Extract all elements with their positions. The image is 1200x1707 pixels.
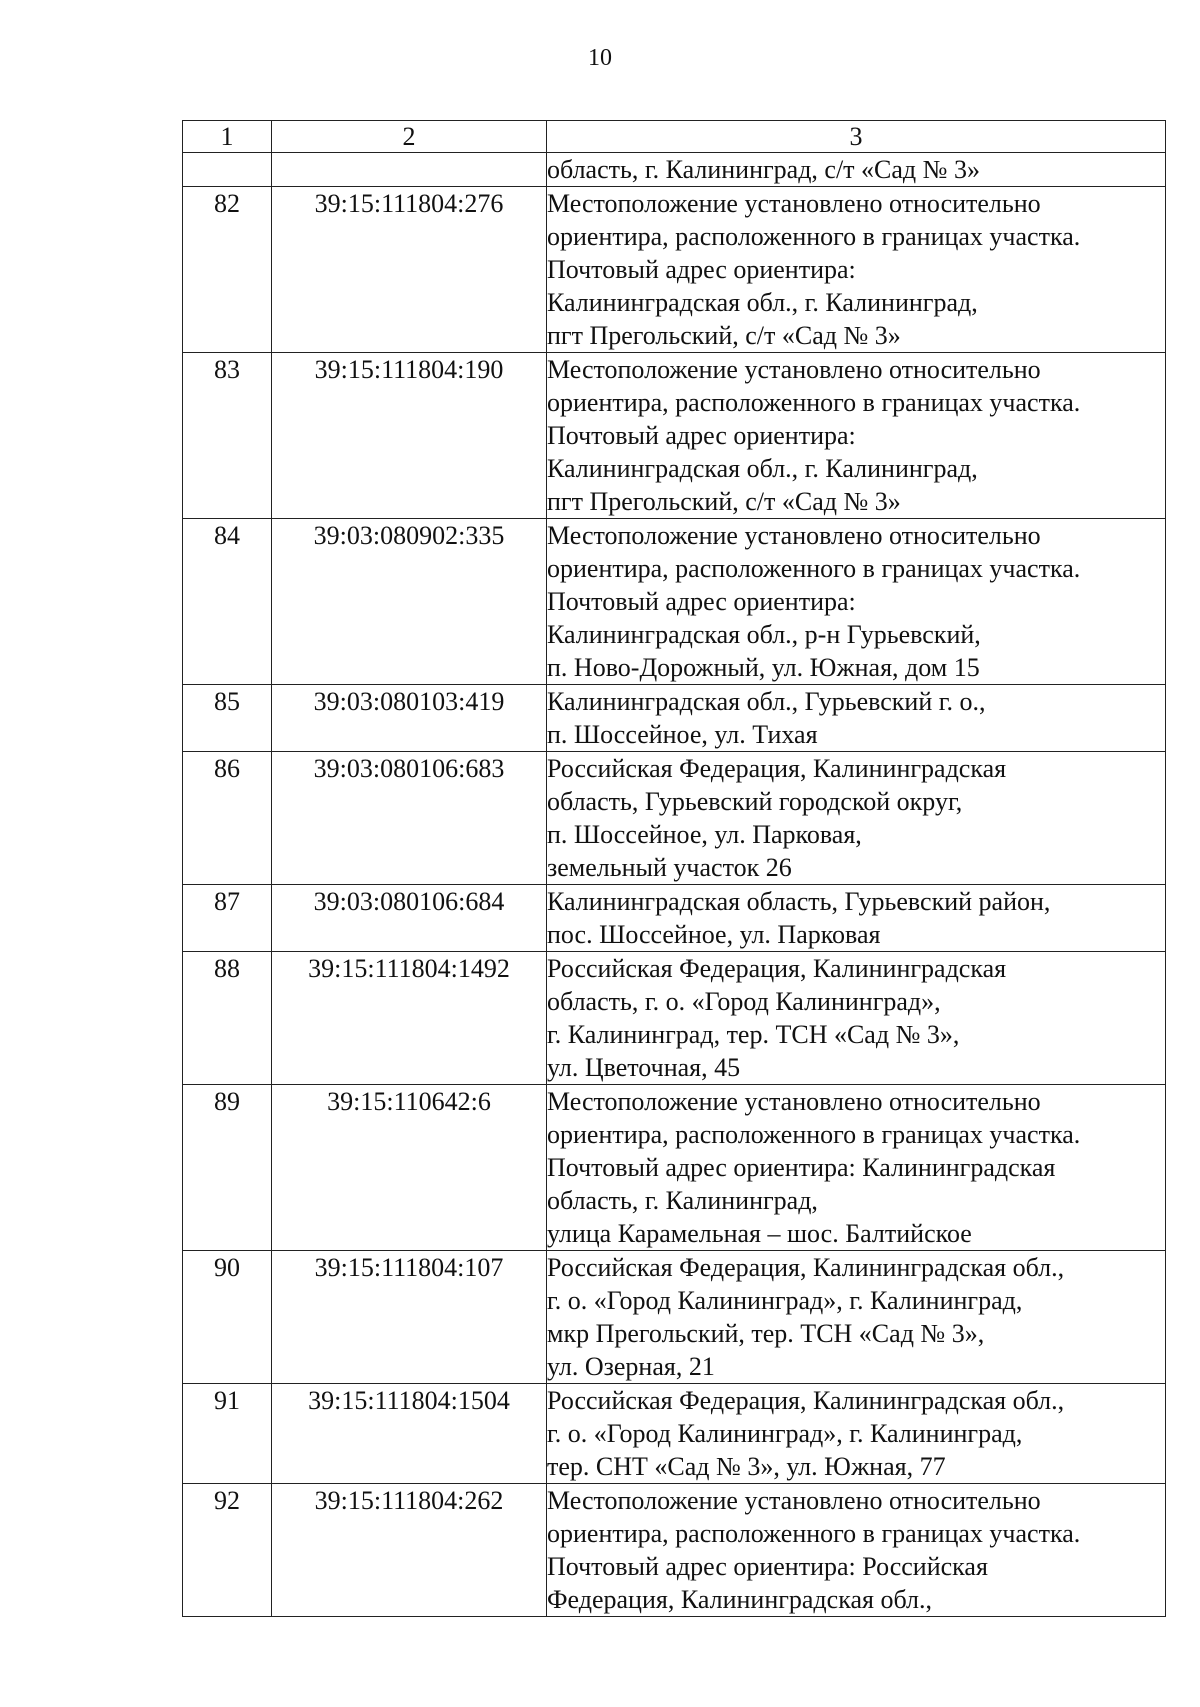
address-cell [547, 885, 1166, 952]
address-line: Калининградская обл., р-н Гурьевский, [547, 620, 981, 649]
address-line: пгт Прегольский, с/т «Сад № 3» [547, 487, 901, 516]
table-row [183, 885, 1166, 952]
address-line: Российская Федерация, Калининградская обл., [547, 1253, 1065, 1282]
table-row [183, 752, 1166, 885]
table-row [183, 685, 1166, 752]
address-cell [547, 187, 1166, 353]
row-number: 86 [183, 752, 272, 885]
cadastral-number: 39:15:110642:6 [272, 1085, 547, 1251]
cadastral-number: 39:15:111804:1492 [272, 952, 547, 1085]
row-number: 88 [183, 952, 272, 1085]
address-line: Местоположение установлено относительно [547, 1486, 1041, 1515]
address-line: тер. СНТ «Сад № 3», ул. Южная, 77 [547, 1452, 946, 1481]
address-line: ориентира, расположенного в границах участка. [547, 554, 1081, 583]
address-line: пос. Шоссейное, ул. Парковая [547, 920, 881, 949]
table-row [183, 153, 1166, 187]
address-line: земельный участок 26 [547, 853, 792, 882]
header-row [183, 121, 1166, 153]
address-line: п. Шоссейное, ул. Тихая [547, 720, 818, 749]
address-line: Калининградская обл., г. Калининград, [547, 288, 978, 317]
address-line: п. Ново-Дорожный, ул. Южная, дом 15 [547, 653, 980, 682]
address-cell [547, 1384, 1166, 1484]
address-line: ул. Озерная, 21 [547, 1352, 715, 1381]
address-cell [547, 1484, 1166, 1617]
row-number: 85 [183, 685, 272, 752]
address-cell [547, 1251, 1166, 1384]
cadastral-number: 39:15:111804:1504 [272, 1384, 547, 1484]
row-number: 84 [183, 519, 272, 685]
table-row [183, 353, 1166, 519]
table-header [183, 121, 1166, 153]
row-number: 82 [183, 187, 272, 353]
address-line: Местоположение установлено относительно [547, 1087, 1041, 1116]
page-number: 10 [588, 45, 612, 71]
address-line: Российская Федерация, Калининградская обл., [547, 1386, 1065, 1415]
cadastral-number: 39:03:080902:335 [272, 519, 547, 685]
header-col-3: 3 [547, 121, 1166, 153]
cadastral-number: 39:03:080106:684 [272, 885, 547, 952]
header-col-2: 2 [272, 121, 547, 153]
address-line: Калининградская обл., Гурьевский г. о., [547, 687, 986, 716]
address-cell [547, 519, 1166, 685]
address-line: Почтовый адрес ориентира: Калининградская [547, 1153, 1056, 1182]
address-line: ориентира, расположенного в границах участка. [547, 388, 1081, 417]
address-line: улица Карамельная – шос. Балтийское [547, 1219, 972, 1248]
address-line: Калининградская область, Гурьевский район, [547, 887, 1051, 916]
address-line: Местоположение установлено относительно [547, 355, 1041, 384]
table-row [183, 1251, 1166, 1384]
address-line: Почтовый адрес ориентира: [547, 587, 856, 616]
address-cell [547, 952, 1166, 1085]
cadastral-number: 39:15:111804:190 [272, 353, 547, 519]
address-line: Почтовый адрес ориентира: [547, 255, 856, 284]
address-line: г. о. «Город Калининград», г. Калининград, [547, 1286, 1023, 1315]
table-row [183, 1384, 1166, 1484]
address-line: Российская Федерация, Калининградская [547, 954, 1007, 983]
address-cell [547, 153, 1166, 187]
address-line: Калининградская обл., г. Калининград, [547, 454, 978, 483]
address-line: ориентира, расположенного в границах участка. [547, 1120, 1081, 1149]
address-cell [547, 752, 1166, 885]
address-line: область, г. Калининград, с/т «Сад № 3» [547, 155, 980, 184]
row-number: 83 [183, 353, 272, 519]
row-number: 91 [183, 1384, 272, 1484]
cadastral-number: 39:03:080106:683 [272, 752, 547, 885]
address-line: г. Калининград, тер. ТСН «Сад № 3», [547, 1020, 960, 1049]
table-row [183, 1484, 1166, 1617]
address-line: область, Гурьевский городской округ, [547, 787, 963, 816]
parcel-table [182, 120, 1166, 1617]
address-line: п. Шоссейное, ул. Парковая, [547, 820, 862, 849]
row-number: 90 [183, 1251, 272, 1384]
address-line: область, г. о. «Город Калининград», [547, 987, 941, 1016]
address-line: пгт Прегольский, с/т «Сад № 3» [547, 321, 901, 350]
address-line: г. о. «Город Калининград», г. Калининград, [547, 1419, 1023, 1448]
row-number: 92 [183, 1484, 272, 1617]
table-row [183, 519, 1166, 685]
address-line: Местоположение установлено относительно [547, 189, 1041, 218]
address-line: ул. Цветочная, 45 [547, 1053, 741, 1082]
address-line: ориентира, расположенного в границах участка. [547, 1519, 1081, 1548]
cadastral-number: 39:03:080103:419 [272, 685, 547, 752]
row-number: 89 [183, 1085, 272, 1251]
address-line: область, г. Калининград, [547, 1186, 818, 1215]
cadastral-number [272, 153, 547, 187]
address-line: Российская Федерация, Калининградская [547, 754, 1007, 783]
address-line: Местоположение установлено относительно [547, 521, 1041, 550]
address-cell [547, 353, 1166, 519]
table-row [183, 1085, 1166, 1251]
address-cell [547, 685, 1166, 752]
table-row [183, 952, 1166, 1085]
row-number [183, 153, 272, 187]
cadastral-number: 39:15:111804:262 [272, 1484, 547, 1617]
cadastral-number: 39:15:111804:107 [272, 1251, 547, 1384]
table-body [183, 153, 1166, 1617]
cadastral-number: 39:15:111804:276 [272, 187, 547, 353]
address-cell [547, 1085, 1166, 1251]
header-col-1: 1 [183, 121, 272, 153]
address-line: Федерация, Калининградская обл., [547, 1585, 932, 1614]
address-line: ориентира, расположенного в границах участка. [547, 222, 1081, 251]
table-row [183, 187, 1166, 353]
row-number: 87 [183, 885, 272, 952]
address-line: Почтовый адрес ориентира: Российская [547, 1552, 988, 1581]
address-line: мкр Прегольский, тер. ТСН «Сад № 3», [547, 1319, 985, 1348]
address-line: Почтовый адрес ориентира: [547, 421, 856, 450]
